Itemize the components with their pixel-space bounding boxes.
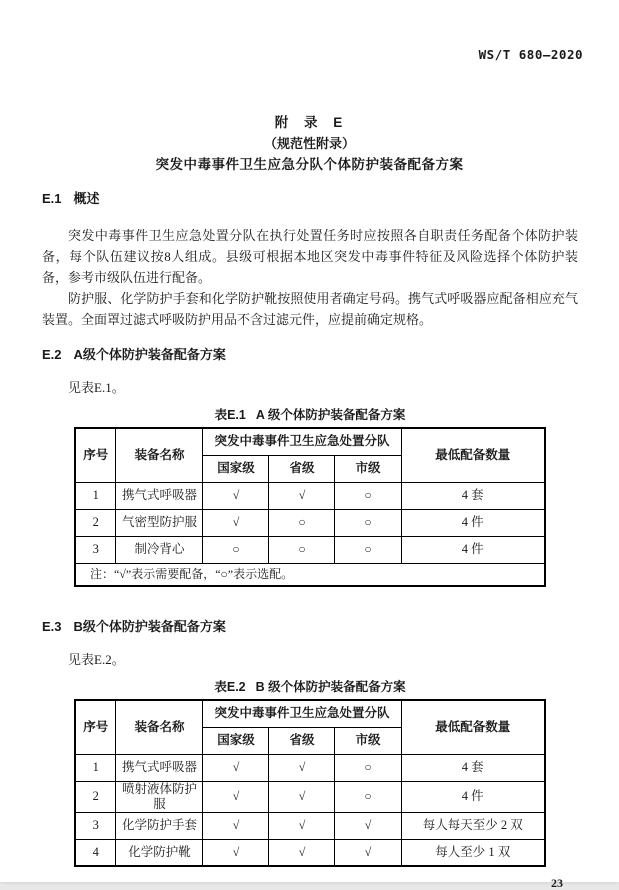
section-e1-paragraph-2: 防护服、化学防护手套和化学防护靴按照使用者确定号码。携气式呼吸器应配备相应充气装置。全面罩过滤式呼吸防护用品不含过滤元件，应提前确定规格。 bbox=[42, 291, 578, 327]
cell-equipment-name: 喷射液体防护服 bbox=[116, 781, 203, 812]
table-row bbox=[75, 781, 545, 812]
col-header-equipment-name: 装备名称 bbox=[116, 428, 203, 482]
cell-city: ○ bbox=[335, 509, 401, 536]
cell-city: ○ bbox=[335, 482, 401, 509]
section-e1-heading bbox=[42, 190, 578, 208]
table-e2-caption bbox=[42, 678, 578, 696]
cell-index: 3 bbox=[75, 812, 116, 839]
cell-city: ○ bbox=[335, 536, 401, 563]
table-e1-note: 注：“√”表示需要配备，“○”表示选配。 bbox=[75, 563, 545, 586]
section-e1-label: E.1 bbox=[42, 191, 62, 206]
col-header-city: 市级 bbox=[335, 727, 401, 754]
col-header-min-quantity: 最低配备数量 bbox=[401, 428, 545, 482]
table-e1-header-row-1 bbox=[75, 428, 545, 455]
cell-min-quantity: 4 套 bbox=[401, 754, 545, 781]
section-e3-label: E.3 bbox=[42, 619, 62, 634]
cell-national: √ bbox=[203, 509, 269, 536]
cell-national: √ bbox=[203, 754, 269, 781]
cell-national: ○ bbox=[203, 536, 269, 563]
cell-equipment-name: 化学防护手套 bbox=[116, 812, 203, 839]
page-content bbox=[0, 190, 619, 867]
cell-city: √ bbox=[335, 839, 401, 866]
cell-min-quantity: 4 件 bbox=[401, 781, 545, 812]
col-header-team-group: 突发中毒事件卫生应急处置分队 bbox=[203, 700, 401, 727]
col-header-equipment-name: 装备名称 bbox=[116, 700, 203, 754]
cell-city: √ bbox=[335, 812, 401, 839]
section-e2-heading bbox=[42, 346, 578, 364]
cell-provincial: √ bbox=[269, 754, 335, 781]
cell-city: ○ bbox=[335, 781, 401, 812]
cell-city: ○ bbox=[335, 754, 401, 781]
cell-equipment-name: 制冷背心 bbox=[116, 536, 203, 563]
table-row bbox=[75, 509, 545, 536]
section-e3-see-reference: 见表E.2。 bbox=[68, 652, 125, 667]
table-row bbox=[75, 482, 545, 509]
table-e2-caption-label: 表E.2 bbox=[214, 680, 246, 694]
cell-index: 4 bbox=[75, 839, 116, 866]
table-row bbox=[75, 812, 545, 839]
cell-min-quantity: 每人每天至少 2 双 bbox=[401, 812, 545, 839]
col-header-national: 国家级 bbox=[203, 727, 269, 754]
cell-equipment-name: 气密型防护服 bbox=[116, 509, 203, 536]
cell-national: √ bbox=[203, 839, 269, 866]
section-e3-title: B级个体防护装备配备方案 bbox=[73, 619, 226, 634]
table-e1-caption-title: A 级个体防护装备配备方案 bbox=[255, 408, 406, 422]
col-header-team-group: 突发中毒事件卫生应急处置分队 bbox=[203, 428, 401, 455]
section-e1-title: 概述 bbox=[73, 191, 100, 206]
table-row bbox=[75, 754, 545, 781]
cell-index: 2 bbox=[75, 781, 116, 812]
page-number: 23 bbox=[551, 876, 563, 890]
section-e2-label: E.2 bbox=[42, 347, 62, 362]
cell-national: √ bbox=[203, 781, 269, 812]
table-e2 bbox=[74, 699, 546, 867]
cell-equipment-name: 携气式呼吸器 bbox=[116, 754, 203, 781]
cell-min-quantity: 4 套 bbox=[401, 482, 545, 509]
cell-provincial: √ bbox=[269, 781, 335, 812]
section-e1-paragraph-1: 突发中毒事件卫生应急处置分队在执行处置任务时应按照各自职责任务配备个体防护装备，每个队伍建议按8人组成。县级可根据本地区突发中毒事件特征及风险选择个体防护装备，参考市级队伍进行配备。 bbox=[42, 228, 578, 285]
cell-index: 1 bbox=[75, 754, 116, 781]
cell-provincial: √ bbox=[269, 812, 335, 839]
cell-national: √ bbox=[203, 812, 269, 839]
col-header-city: 市级 bbox=[335, 455, 401, 482]
col-header-provincial: 省级 bbox=[269, 727, 335, 754]
cell-min-quantity: 4 件 bbox=[401, 536, 545, 563]
cell-provincial: √ bbox=[269, 839, 335, 866]
cell-min-quantity: 4 件 bbox=[401, 509, 545, 536]
standard-code: WS/T 680—2020 bbox=[478, 47, 583, 62]
cell-national: √ bbox=[203, 482, 269, 509]
appendix-label: 附 录 E bbox=[274, 115, 345, 130]
section-e2-see-reference: 见表E.1。 bbox=[68, 380, 125, 395]
table-e2-caption-title: B 级个体防护装备配备方案 bbox=[255, 680, 406, 694]
section-e2-title: A级个体防护装备配备方案 bbox=[73, 347, 226, 362]
cell-provincial: ○ bbox=[269, 536, 335, 563]
table-e1-caption bbox=[42, 406, 578, 424]
table-e1 bbox=[74, 427, 546, 587]
appendix-title-block bbox=[0, 112, 619, 175]
table-note-row bbox=[75, 563, 545, 586]
cell-equipment-name: 化学防护靴 bbox=[116, 839, 203, 866]
col-header-index: 序号 bbox=[75, 428, 116, 482]
section-e3-heading bbox=[42, 618, 578, 636]
cell-index: 2 bbox=[75, 509, 116, 536]
cell-min-quantity: 每人至少 1 双 bbox=[401, 839, 545, 866]
cell-provincial: √ bbox=[269, 482, 335, 509]
cell-provincial: ○ bbox=[269, 509, 335, 536]
table-row bbox=[75, 839, 545, 866]
table-e1-caption-label: 表E.1 bbox=[214, 408, 246, 422]
col-header-national: 国家级 bbox=[203, 455, 269, 482]
col-header-provincial: 省级 bbox=[269, 455, 335, 482]
cell-index: 3 bbox=[75, 536, 116, 563]
appendix-title: 突发中毒事件卫生应急分队个体防护装备配备方案 bbox=[155, 157, 464, 172]
cell-index: 1 bbox=[75, 482, 116, 509]
table-e2-header-row-1 bbox=[75, 700, 545, 727]
col-header-index: 序号 bbox=[75, 700, 116, 754]
col-header-min-quantity: 最低配备数量 bbox=[401, 700, 545, 754]
appendix-type: （规范性附录） bbox=[263, 136, 355, 151]
table-row bbox=[75, 536, 545, 563]
cell-equipment-name: 携气式呼吸器 bbox=[116, 482, 203, 509]
